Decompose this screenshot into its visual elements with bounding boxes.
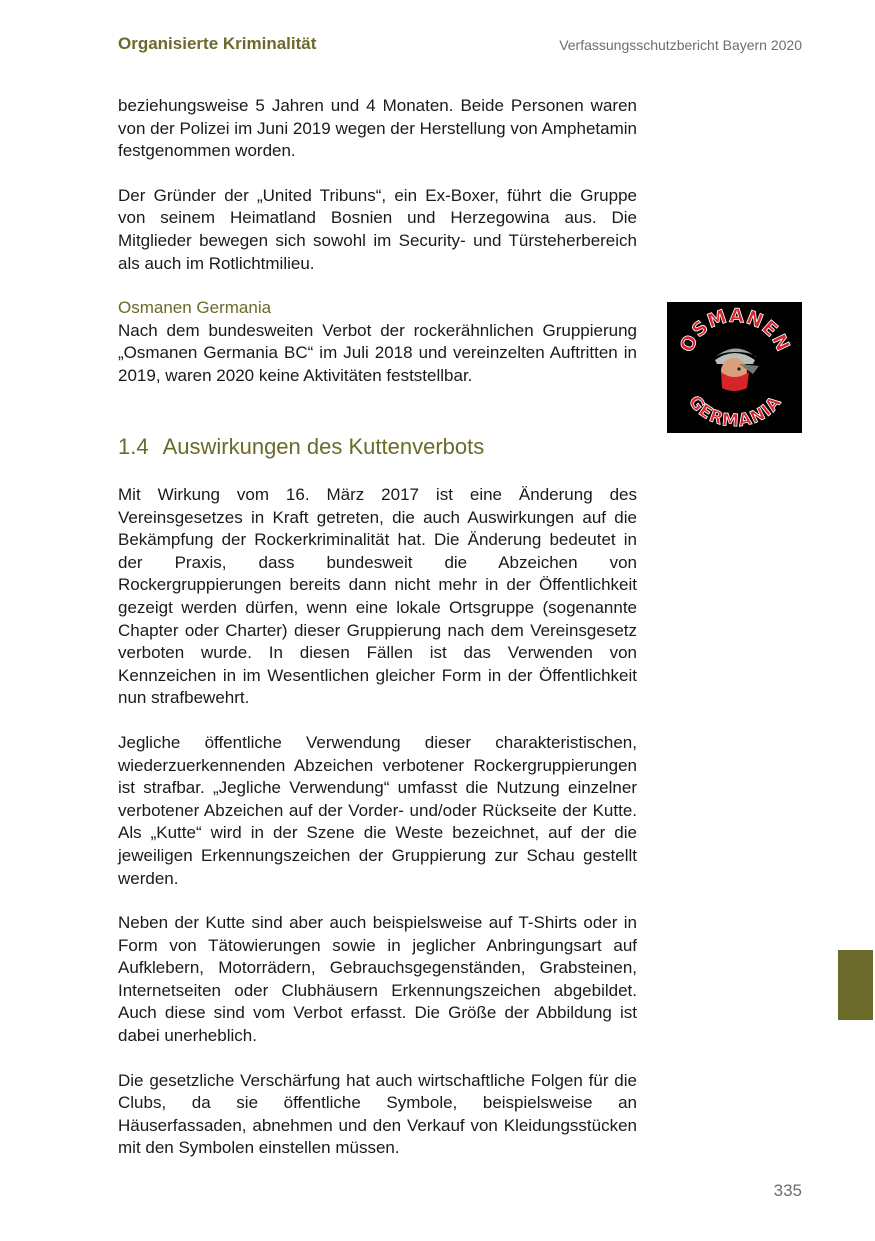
osmanen-subheading: Osmanen Germania bbox=[118, 298, 272, 318]
paragraph: Der Gründer der „United Tribuns“, ein Ex-Boxer, führt die Gruppe von seinem Heimatland Bosnien und Herzegowina aus. Die Mitglieder bewegen sich sowohl im Security- und Türsteherbereich als auch im Rotlichtmilieu. bbox=[118, 185, 637, 273]
paragraph: Die gesetzliche Verschärfung hat auch wirtschaftliche Folgen für die Clubs, da sie öffentliche Symbole, beispielsweise an Häuserfassaden, abnehmen und den Verkauf von Kleidungsstücken mit den Symbolen einstellen müssen. bbox=[118, 1070, 637, 1158]
header-report-title: Verfassungsschutzbericht Bayern 2020 bbox=[559, 37, 802, 53]
section-title: Auswirkungen des Kuttenverbots bbox=[162, 434, 485, 459]
osmanen-germania-logo bbox=[667, 302, 802, 433]
paragraph: Nach dem bundesweiten Verbot der rockerähnlichen Gruppierung „Osmanen Germania BC“ im Juli 2018 und vereinzelten Auftritten in 2019, waren 2020 keine Aktivitäten feststellbar. bbox=[118, 320, 637, 385]
logo-bottom-text: GERMANIA bbox=[684, 392, 786, 432]
paragraph: Mit Wirkung vom 16. März 2017 ist eine Änderung des Vereinsgesetzes in Kraft getreten, die auch Auswirkungen auf die Bekämpfung der Rockerkriminalität hat. Die Änderung bedeutet in der Praxis, dass bundesweit die Abzeichen von Rockergruppierungen bereits dann nicht mehr in der Öffentlichkeit gezeigt werden dürfen, wenn eine lokale Ortsgruppe (sogenannte Chapter oder Charter) dieser Gruppierung nach dem Vereinsgesetz verboten wurde. In diesen Fällen ist das Verwenden von Kennzeichen in im Wesentlichen gleicher Form in der Öffentlichkeit nun strafbewehrt. bbox=[118, 485, 637, 708]
section-number: 1.4 bbox=[118, 434, 149, 459]
paragraph: Neben der Kutte sind aber auch beispielsweise auf T-Shirts oder in Form von Tätowierungen sowie in jeglicher Anbringungsart auf Aufklebern, Motorrädern, Gebrauchsgegenständen, Grabsteinen, Internetseiten oder Clubhäusern Erkennungszeichen abgebildet. Auch diese sind vom Verbot erfasst. Die Größe der Abbildung ist dabei unerheblich. bbox=[118, 913, 637, 1046]
chapter-tab-marker bbox=[838, 950, 873, 1020]
section-heading bbox=[118, 434, 484, 460]
logo-top-text: OSMANEN bbox=[675, 304, 795, 356]
paragraph: beziehungsweise 5 Jahren und 4 Monaten. Beide Personen waren von der Polizei im Juni 2019 wegen der Herstellung von Amphetamin festgenommen worden. bbox=[118, 96, 637, 161]
section-body bbox=[118, 484, 637, 1160]
paragraph: Jegliche öffentliche Verwendung dieser charakteristischen, wiederzuerkennenden Abzeichen verbotener Rockergruppierungen ist strafbar. „Jegliche Verwendung“ umfasst die Nutzung einzelner verbotener Abzeichen auf der Vorder- und/oder Rückseite der Kutte. Als „Kutte“ wird in der Szene die Weste bezeichnet, auf der die jeweiligen Erkennungszeichen der Gruppierung zur Schau gestellt werden. bbox=[118, 732, 637, 888]
intro-column bbox=[118, 95, 637, 388]
page-number: 335 bbox=[773, 1181, 802, 1200]
header-section-title: Organisierte Kriminalität bbox=[118, 34, 317, 53]
